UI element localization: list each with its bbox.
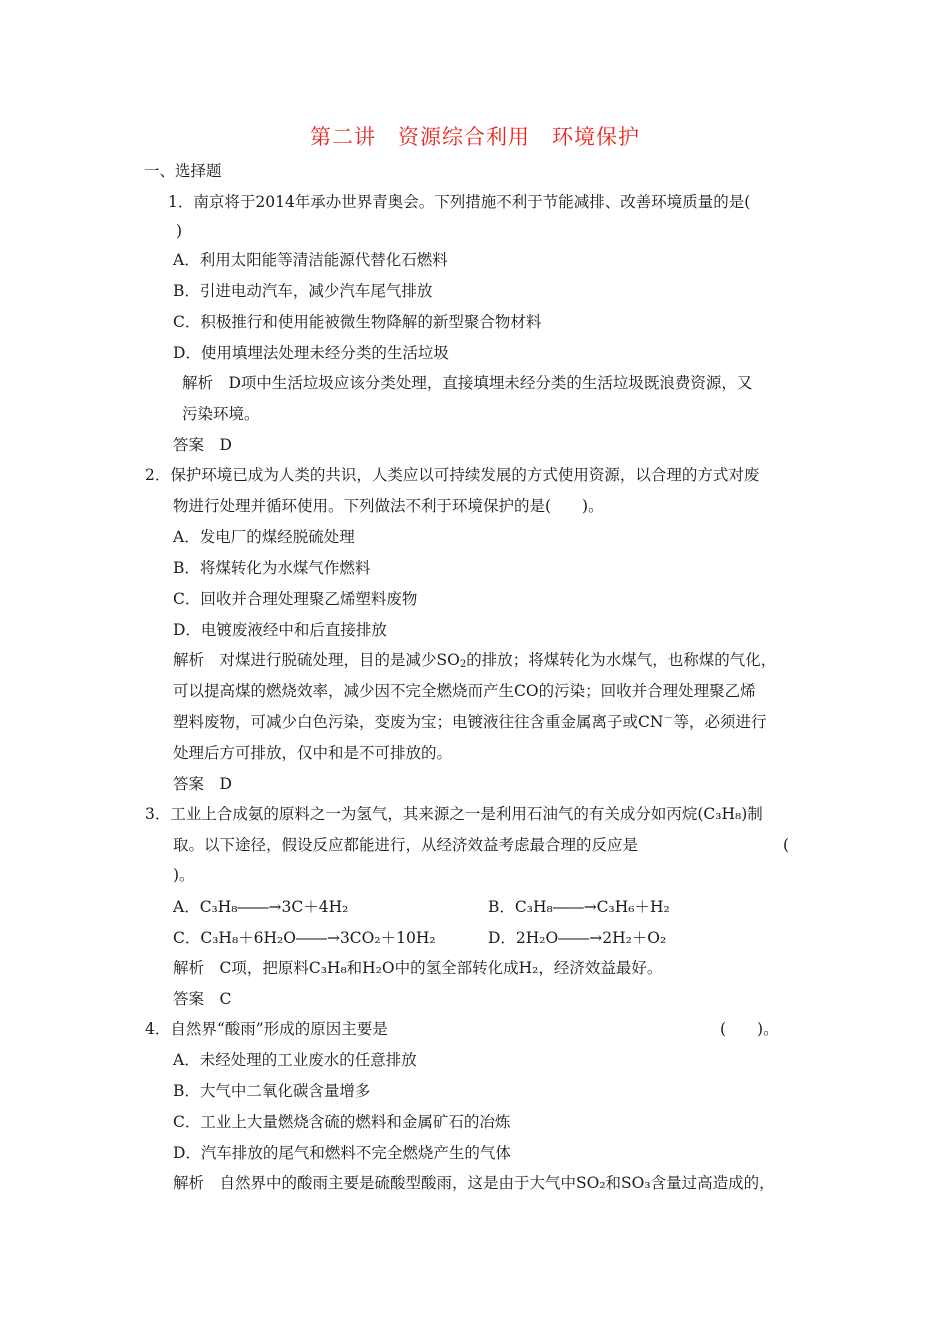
q1-option-b: B．引进电动汽车，减少汽车尾气排放: [173, 282, 433, 300]
q1-analysis-line2: 污染环境。: [182, 405, 260, 423]
q2-option-d: D．电镀废液经中和后直接排放: [173, 621, 387, 639]
q2-stem-line1: 2．保护环境已成为人类的共识，人类应以可持续发展的方式使用资源，以合理的方式对废: [145, 466, 760, 484]
q1-answer: 答案 D: [173, 436, 232, 454]
q4-stem: 4．自然界“酸雨”形成的原因主要是: [145, 1020, 388, 1038]
q3-option-b: B．C₃H₈――→C₃H₆＋H₂: [488, 898, 670, 916]
q4-option-d: D．汽车排放的尾气和燃料不完全燃烧产生的气体: [173, 1144, 511, 1162]
q3-option-d: D．2H₂O――→2H₂＋O₂: [488, 929, 667, 947]
q2-analysis-line3: 塑料废物，可减少白色污染，变废为宝；电镀液往往含重金属离子或CN－等，必须进行: [173, 713, 767, 731]
q2-option-b: B．将煤转化为水煤气作燃料: [173, 559, 371, 577]
q4-option-b: B．大气中二氧化碳含量增多: [173, 1082, 371, 1100]
q3-analysis: 解析 C项，把原料C₃H₈和H₂O中的氢全部转化成H₂，经济效益最好。: [173, 959, 663, 977]
q2-option-a: A．发电厂的煤经脱硫处理: [173, 528, 355, 546]
q2-option-c: C．回收并合理处理聚乙烯塑料废物: [173, 590, 418, 608]
q4-option-c: C．工业上大量燃烧含硫的燃料和金属矿石的冶炼: [173, 1113, 511, 1131]
q1-analysis-line1: 解析 D项中生活垃圾应该分类处理，直接填埋未经分类的生活垃圾既浪费资源，又: [182, 374, 753, 392]
q1-option-a: A．利用太阳能等清洁能源代替化石燃料: [173, 251, 448, 269]
q1-option-d: D．使用填埋法处理未经分类的生活垃圾: [173, 344, 449, 362]
q3-stem-line1: 3．工业上合成氨的原料之一为氢气，其来源之一是利用石油气的有关成分如丙烷(C₃H₈)制: [145, 805, 763, 823]
q3-option-a: A．C₃H₈――→3C＋4H₂: [173, 898, 349, 916]
q3-stem-line3: )。: [173, 866, 195, 884]
q3-option-c: C．C₃H₈＋6H₂O――→3CO₂＋10H₂: [173, 929, 436, 947]
q2-stem-line2: 物进行处理并循环使用。下列做法不利于环境保护的是( )。: [173, 497, 604, 515]
q3-answer: 答案 C: [173, 990, 232, 1008]
q1-stem-line2: ): [176, 222, 183, 240]
q2-answer: 答案 D: [173, 775, 232, 793]
q3-answer-paren: (: [783, 836, 790, 854]
q4-option-a: A．未经处理的工业废水的任意排放: [173, 1051, 417, 1069]
q4-answer-paren: ( )。: [720, 1020, 779, 1038]
q1-stem-line1: 1．南京将于2014年承办世界青奥会。下列措施不利于节能减排、改善环境质量的是(: [168, 193, 751, 211]
q4-analysis: 解析 自然界中的酸雨主要是硫酸型酸雨，这是由于大气中SO₂和SO₃含量过高造成的，: [173, 1174, 775, 1192]
q1-option-c: C．积极推行和使用能被微生物降解的新型聚合物材料: [173, 313, 542, 331]
q2-analysis-line2: 可以提高煤的燃烧效率，减少因不完全燃烧而产生CO的污染；回收并合理处理聚乙烯: [173, 682, 756, 700]
q2-analysis-line4: 处理后方可排放，仅中和是不可排放的。: [173, 744, 453, 762]
q2-analysis-line1: 解析 对煤进行脱硫处理，目的是减少$SO_2$的排放；将煤转化为水煤气，也称煤的气化，: [173, 651, 777, 670]
q3-stem-line2: 取。以下途径，假设反应都能进行，从经济效益考虑最合理的反应是: [173, 836, 639, 854]
page-title: 第二讲 资源综合利用 环境保护: [310, 125, 640, 149]
section-heading: 一、选择题: [144, 162, 222, 180]
